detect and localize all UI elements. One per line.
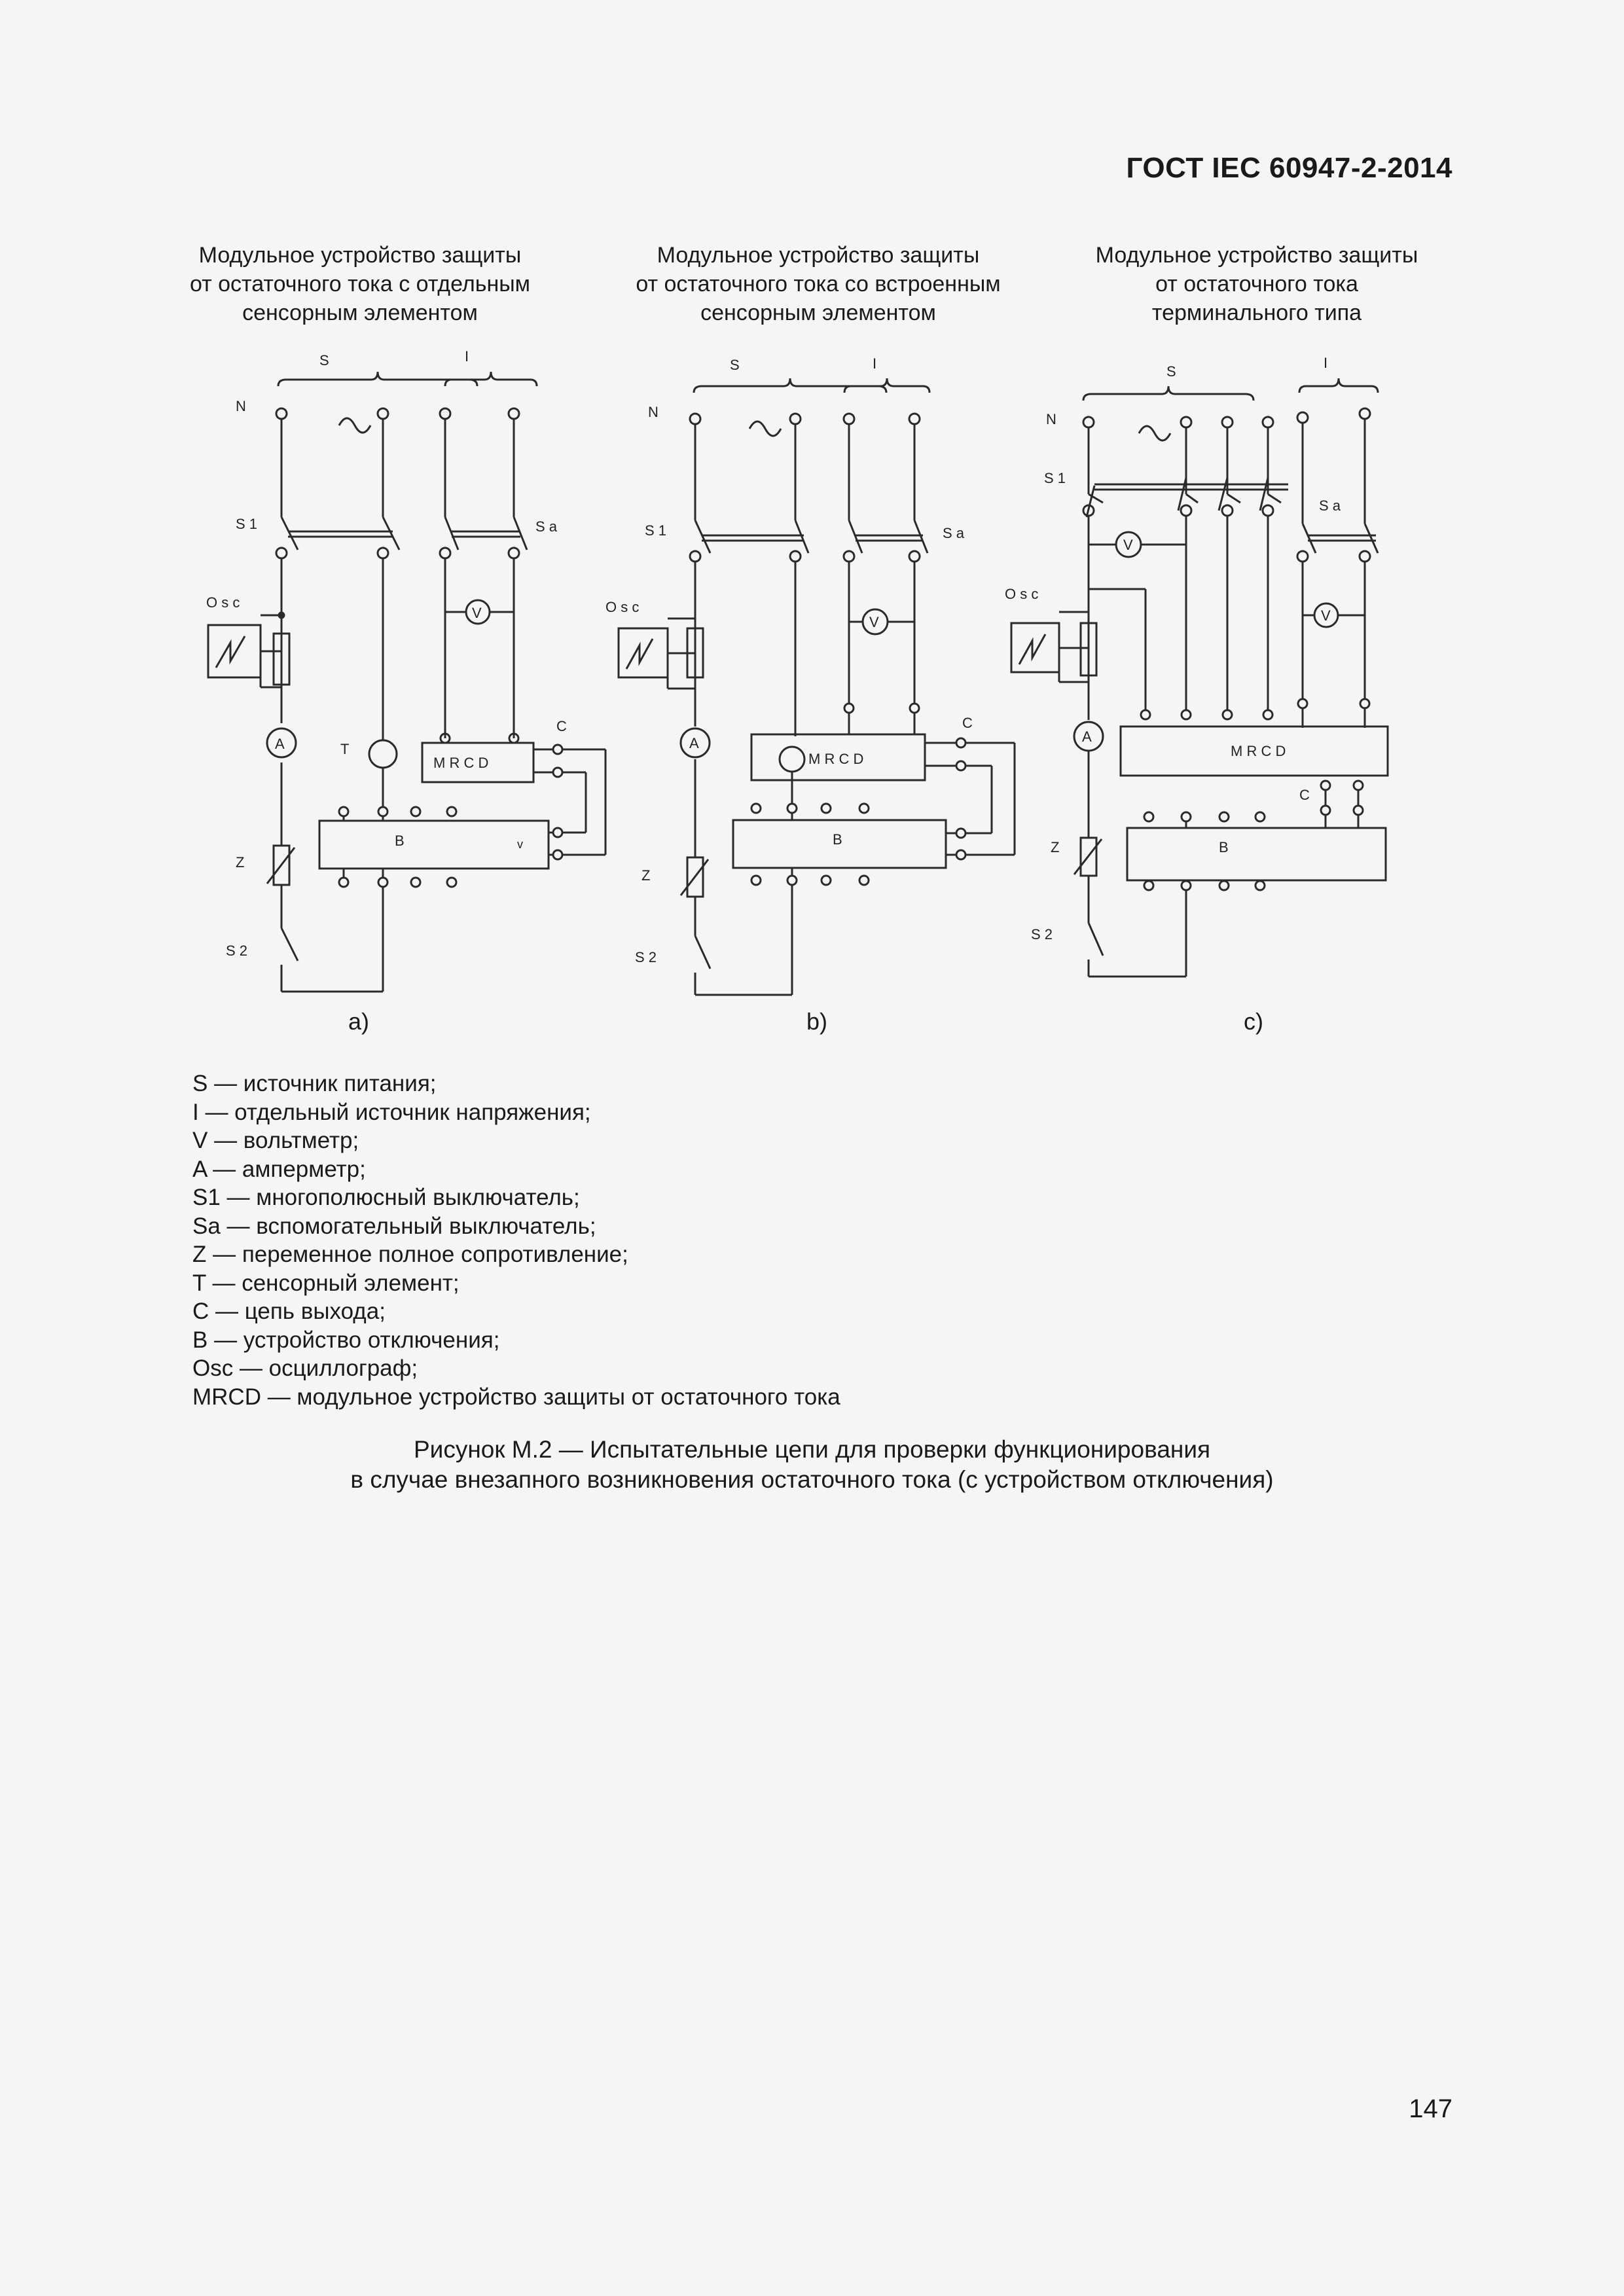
label-a-C: C xyxy=(556,718,567,734)
panel-c-title: Модульное устройство защиты от остаточного тока терминального типа xyxy=(1095,243,1418,325)
label-c-S1: S 1 xyxy=(1044,470,1066,486)
label-a-S1: S 1 xyxy=(236,516,258,532)
legend-item: T — сенсорный элемент; xyxy=(192,1270,460,1296)
label-a-I: I xyxy=(465,348,469,365)
legend-item: Osc — осциллограф; xyxy=(192,1355,418,1381)
page-number: 147 xyxy=(1409,2094,1453,2123)
legend-item: S1 — многополюсный выключатель; xyxy=(192,1185,580,1210)
label-a-Sa: S a xyxy=(535,518,558,535)
legend-item: A — амперметр; xyxy=(192,1156,366,1182)
label-a-B: B xyxy=(395,833,405,849)
label-c-V1: V xyxy=(1123,537,1133,553)
label-a-V: V xyxy=(472,605,482,621)
label-a-Osc: O s c xyxy=(206,594,240,611)
legend-item: I — отдельный источник напряжения; xyxy=(192,1099,591,1125)
panel-a-title: Модульное устройство защиты от остаточного тока с отдельным сенсорным элементом xyxy=(189,243,531,325)
label-a-Z: Z xyxy=(236,854,245,870)
caption-line-2: в случае внезапного возникновения остаточного тока (с устройством отключения) xyxy=(350,1466,1274,1493)
legend-item: S — источник питания; xyxy=(192,1071,437,1096)
label-a-A: A xyxy=(275,736,285,752)
label-c-Osc: O s c xyxy=(1005,586,1039,602)
panel-a-label: a) xyxy=(348,1008,370,1035)
label-c-V2: V xyxy=(1321,607,1331,624)
circuit-c xyxy=(1011,378,1388,977)
legend-item: Z — переменное полное сопротивление; xyxy=(192,1242,628,1267)
legend-item: Sa — вспомогательный выключатель; xyxy=(192,1213,596,1239)
label-b-Osc: O s c xyxy=(605,599,640,615)
label-a-N: N xyxy=(236,398,246,414)
label-c-A: A xyxy=(1082,728,1092,745)
label-b-Sa: S a xyxy=(943,525,965,541)
legend-item: MRCD — модульное устройство защиты от остаточного тока xyxy=(192,1384,840,1410)
label-b-Z: Z xyxy=(641,867,651,884)
label-b-S: S xyxy=(730,357,740,373)
label-b-N: N xyxy=(648,404,659,420)
label-c-S: S xyxy=(1166,363,1176,380)
label-c-Sa: S a xyxy=(1319,497,1341,514)
legend-item: C — цепь выхода; xyxy=(192,1299,386,1324)
panel-b-label: b) xyxy=(806,1008,828,1035)
label-b-A: A xyxy=(689,735,699,751)
label-a-S2: S 2 xyxy=(226,942,248,959)
label-b-S2: S 2 xyxy=(635,949,657,965)
circuit-b xyxy=(619,378,1015,995)
circuit-a xyxy=(208,372,605,992)
label-a-T: T xyxy=(340,741,350,757)
label-a-v: v xyxy=(517,838,523,851)
label-a-S: S xyxy=(319,352,329,368)
label-b-S1: S 1 xyxy=(645,522,667,539)
label-c-S2: S 2 xyxy=(1031,926,1053,942)
panel-b-title: Модульное устройство защиты от остаточного тока со встроенным сенсорным элементом xyxy=(636,243,1001,325)
panel-c-label: c) xyxy=(1244,1008,1263,1035)
legend-item: V — вольтметр; xyxy=(192,1128,359,1153)
label-c-B: B xyxy=(1219,839,1229,855)
legend xyxy=(192,1069,840,1411)
label-c-N: N xyxy=(1046,411,1056,427)
label-c-C: C xyxy=(1299,787,1310,803)
label-c-I: I xyxy=(1324,355,1328,371)
label-b-B: B xyxy=(833,831,842,848)
label-a-MRCD: M R C D xyxy=(433,755,489,771)
caption-line-1: Рисунок М.2 — Испытательные цепи для проверки функционирования xyxy=(413,1436,1211,1463)
label-b-I: I xyxy=(873,355,877,372)
label-c-Z: Z xyxy=(1051,839,1060,855)
standard-number: ГОСТ IEC 60947-2-2014 xyxy=(1126,152,1453,184)
legend-item: B — устройство отключения; xyxy=(192,1327,500,1353)
circuit-diagrams xyxy=(0,340,1624,1008)
label-b-MRCD: M R C D xyxy=(808,751,864,767)
label-b-V: V xyxy=(869,614,879,630)
label-b-C: C xyxy=(962,715,973,731)
label-c-MRCD: M R C D xyxy=(1231,743,1286,759)
figure-caption xyxy=(0,1435,1624,1495)
